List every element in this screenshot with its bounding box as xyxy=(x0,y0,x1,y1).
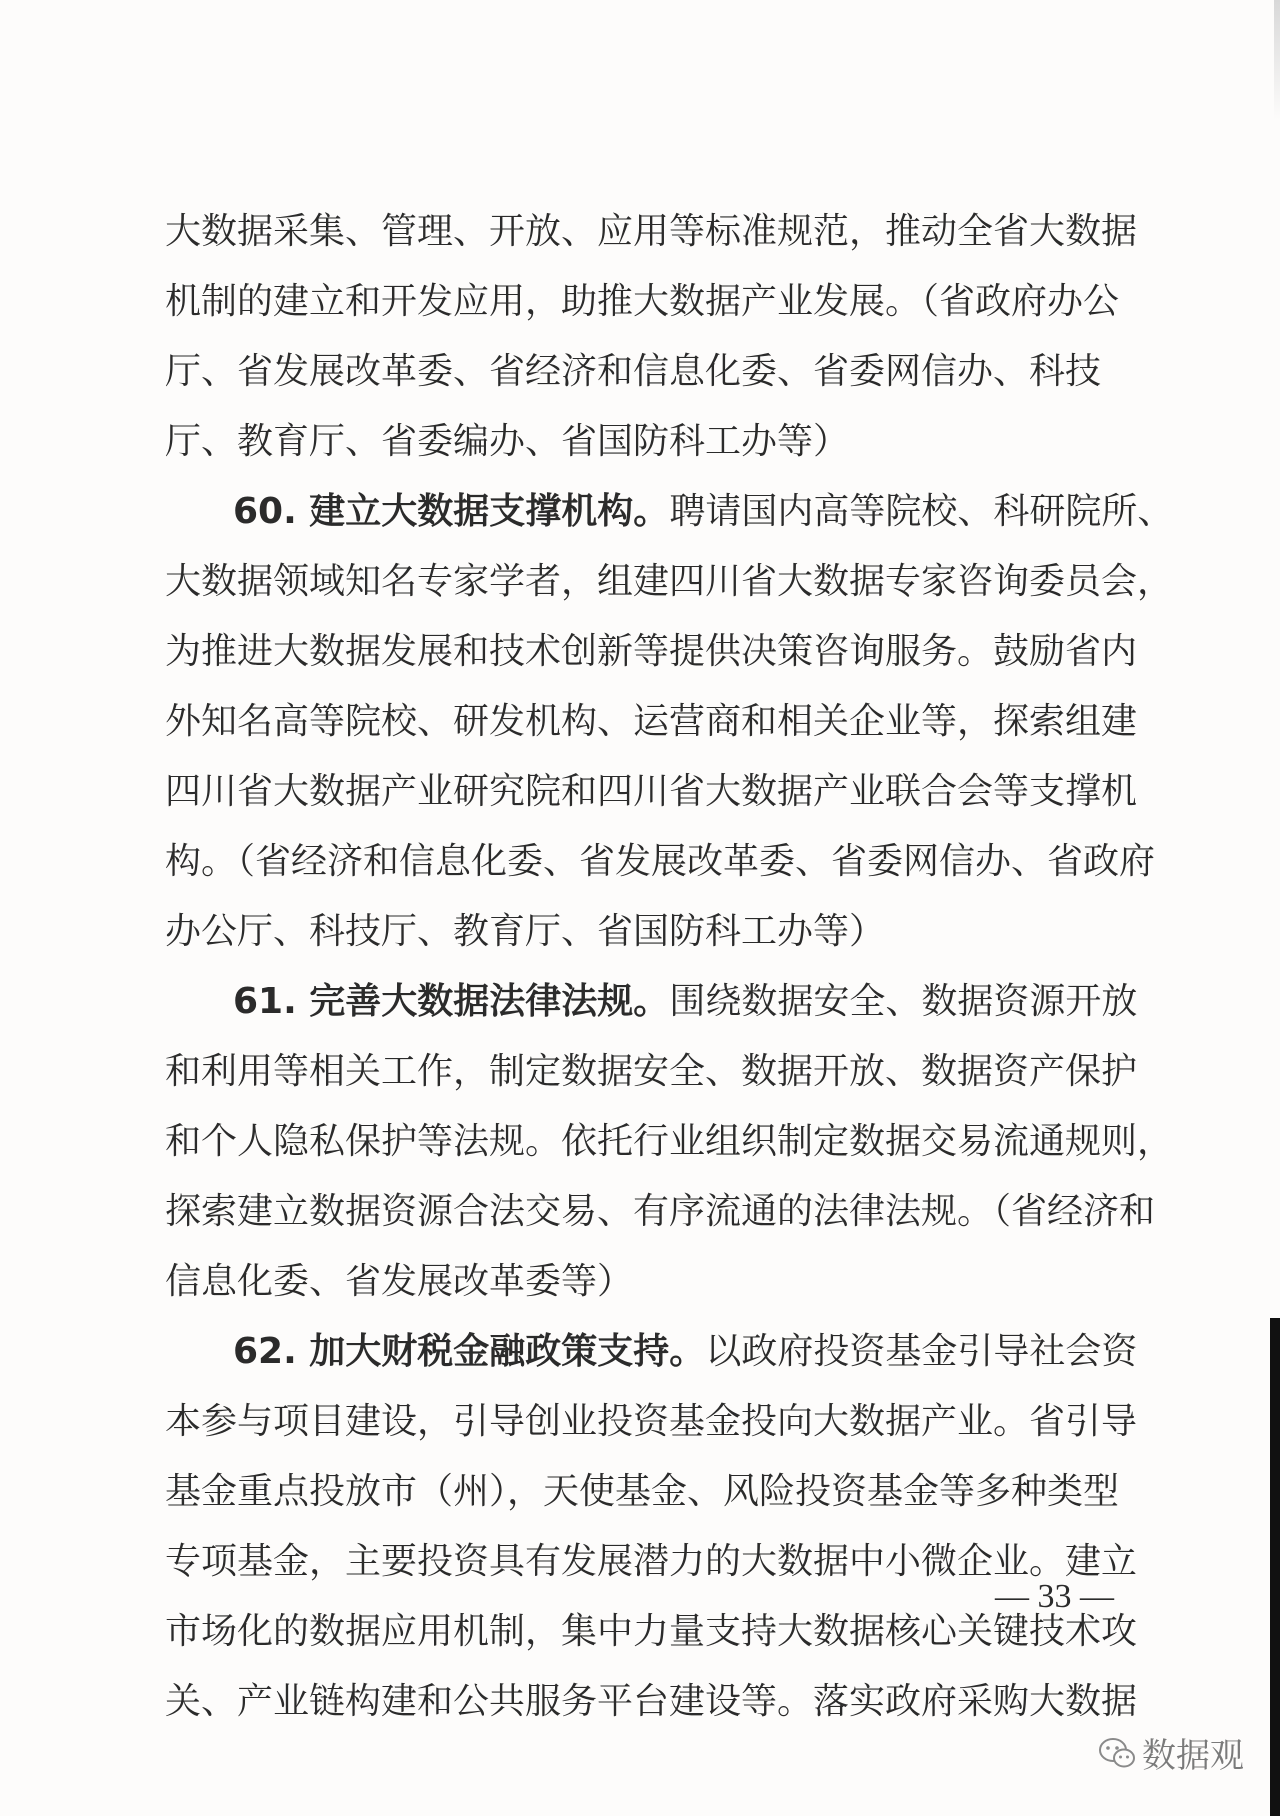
text-line: 办公厅、科技厅、教育厅、省国防科工办等） xyxy=(165,911,886,952)
text-line: 和个人隐私保护等法规。依托行业组织制定数据交易流通规则， xyxy=(165,1121,1174,1162)
text-line xyxy=(165,1317,1138,1387)
text-line: 厅、省发展改革委、省经济和信息化委、省委网信办、科技 xyxy=(165,351,1102,392)
text-line: 为推进大数据发展和技术创新等提供决策咨询服务。鼓励省内 xyxy=(165,631,1138,672)
text-line: 基金重点投放市（州），天使基金、风险投资基金等多种类型 xyxy=(165,1471,1120,1512)
page-number: — 33 — xyxy=(995,1578,1114,1615)
scan-binder-edge xyxy=(1270,1318,1280,1816)
text-line: 厅、教育厅、省委编办、省国防科工办等） xyxy=(165,421,850,462)
text-line: 市场化的数据应用机制，集中力量支持大数据核心关键技术攻 xyxy=(165,1611,1138,1652)
text-run: 围绕数据安全、数据资源开放 xyxy=(669,981,1138,1022)
text-line: 构。（省经济和信息化委、省发展改革委、省委网信办、省政府 xyxy=(165,841,1156,882)
text-line: 大数据采集、管理、开放、应用等标准规范，推动全省大数据 xyxy=(165,211,1138,252)
text-line: 外知名高等院校、研发机构、运营商和相关企业等，探索组建 xyxy=(165,701,1138,742)
text-line xyxy=(165,967,1138,1037)
text-line: 关、产业链构建和公共服务平台建设等。落实政府采购大数据 xyxy=(165,1681,1138,1722)
text-line: 机制的建立和开发应用，助推大数据产业发展。（省政府办公 xyxy=(165,281,1120,322)
scan-shadow xyxy=(1274,0,1280,120)
wechat-icon xyxy=(1098,1737,1136,1769)
text-run: 以政府投资基金引导社会资 xyxy=(705,1331,1138,1372)
text-line: 和利用等相关工作，制定数据安全、数据开放、数据资产保护 xyxy=(165,1051,1138,1092)
watermark xyxy=(1098,1728,1244,1777)
paragraph-heading: 62. 加大财税金融政策支持。 xyxy=(233,1331,706,1372)
text-line: 大数据领域知名专家学者，组建四川省大数据专家咨询委员会， xyxy=(165,561,1174,602)
text-line: 四川省大数据产业研究院和四川省大数据产业联合会等支撑机 xyxy=(165,771,1138,812)
text-line xyxy=(165,477,1174,547)
document-body xyxy=(165,197,1174,1737)
watermark-text: 数据观 xyxy=(1142,1736,1244,1776)
text-line: 本参与项目建设，引导创业投资基金投向大数据产业。省引导 xyxy=(165,1401,1138,1442)
text-line: 专项基金，主要投资具有发展潜力的大数据中小微企业。建立 xyxy=(165,1541,1138,1582)
paragraph-heading: 61. 完善大数据法律法规。 xyxy=(233,981,670,1022)
paragraph-heading: 60. 建立大数据支撑机构。 xyxy=(233,491,670,532)
text-line: 信息化委、省发展改革委等） xyxy=(165,1261,634,1302)
text-run: 聘请国内高等院校、科研院所、 xyxy=(669,491,1174,532)
text-line: 探索建立数据资源合法交易、有序流通的法律法规。（省经济和 xyxy=(165,1191,1156,1232)
